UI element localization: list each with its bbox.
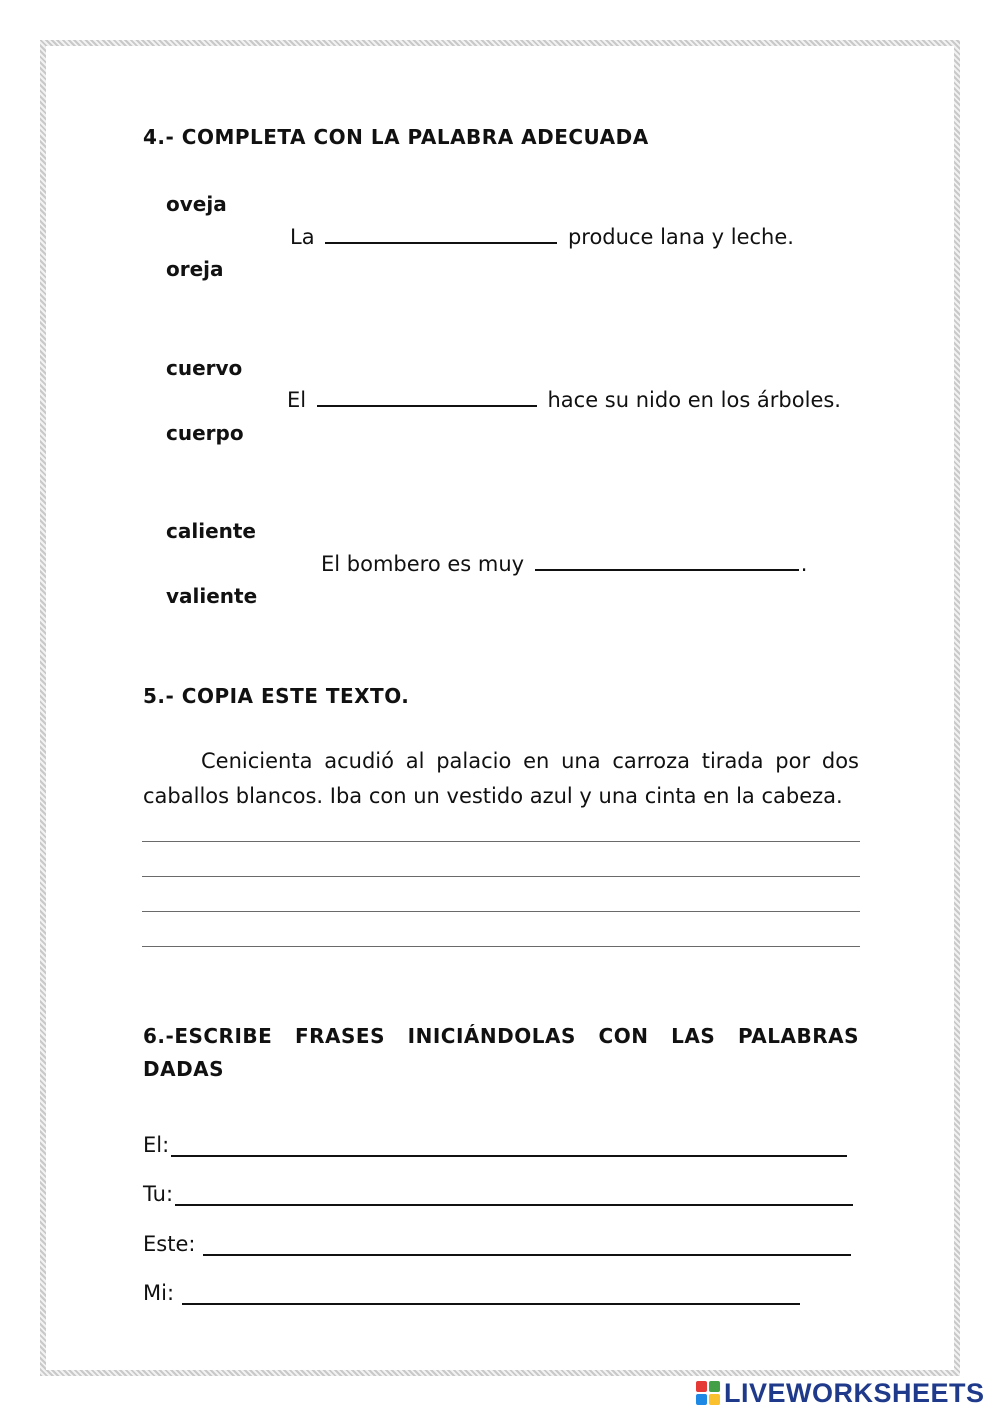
option-valiente: valiente [166, 584, 258, 608]
copy-source-text: Cenicienta acudió al palacio en una carroza tirada por dos caballos blancos. Iba con un vestido azul y una cinta en la cabeza. [143, 749, 859, 808]
write-line-mi[interactable] [182, 1283, 800, 1305]
sentence-1 [290, 224, 794, 249]
write-row-este [143, 1232, 851, 1256]
sentence-2-suffix: hace su nido en los árboles. [547, 388, 841, 412]
liveworksheets-logo[interactable] [696, 1378, 985, 1408]
section-6-heading: 6.-ESCRIBE FRASES INICIÁNDOLAS CON LAS PALABRAS DADAS [143, 1024, 859, 1081]
prompt-mi: Mi: [143, 1281, 175, 1305]
logo-text: LIVEWORKSHEETS [724, 1377, 985, 1408]
sentence-1-prefix: La [290, 225, 315, 249]
answer-blank-3[interactable] [535, 551, 799, 571]
sentence-2 [287, 387, 841, 412]
option-oveja: oveja [166, 192, 227, 216]
section-4-heading: 4.- COMPLETA CON LA PALABRA ADECUADA [143, 125, 649, 149]
prompt-este: Este: [143, 1232, 196, 1256]
option-caliente: caliente [166, 519, 256, 543]
copy-line-3[interactable] [142, 911, 860, 912]
sentence-3-prefix: El bombero es muy [321, 552, 525, 576]
option-cuerpo: cuerpo [166, 421, 244, 445]
sentence-3 [321, 551, 807, 576]
option-oreja: oreja [166, 257, 224, 281]
copy-line-4[interactable] [142, 946, 860, 947]
sentence-2-prefix: El [287, 388, 307, 412]
logo-icon [696, 1381, 720, 1405]
answer-blank-1[interactable] [325, 224, 557, 244]
prompt-tu: Tu: [143, 1182, 174, 1206]
write-row-mi [143, 1281, 800, 1305]
prompt-el: El: [143, 1133, 170, 1157]
write-row-tu [143, 1182, 853, 1206]
copy-line-1[interactable] [142, 841, 860, 842]
copy-line-2[interactable] [142, 876, 860, 877]
section-5-heading: 5.- COPIA ESTE TEXTO. [143, 684, 410, 708]
answer-blank-2[interactable] [317, 387, 537, 407]
write-line-este[interactable] [203, 1234, 851, 1256]
write-line-el[interactable] [171, 1135, 847, 1157]
option-cuervo: cuervo [166, 356, 243, 380]
write-row-el [143, 1133, 847, 1157]
sentence-1-suffix: produce lana y leche. [567, 225, 794, 249]
sentence-3-suffix: . [800, 552, 808, 576]
write-line-tu[interactable] [175, 1184, 853, 1206]
